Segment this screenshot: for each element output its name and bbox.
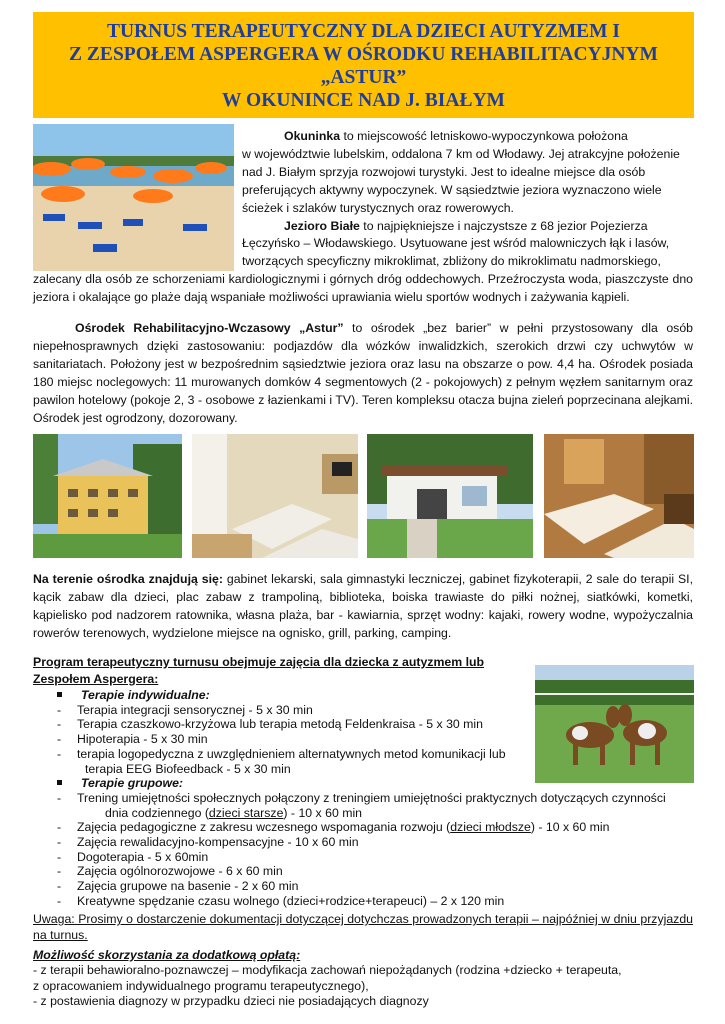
optional-line: - z postawienia diagnozy w przypadku dzieci nie posiadających diagnozy xyxy=(33,994,429,1009)
item-text: terapia logopedyczna z uwzględnieniem alternatywnych metod komunikacji lub xyxy=(77,746,506,761)
intro-okuninka xyxy=(242,128,693,271)
dash-bullet-icon: - xyxy=(57,835,62,850)
room-twin-beds-photo xyxy=(192,434,358,558)
item-text: Dogoterapia - 5 x 60min xyxy=(77,849,209,864)
item-text-underlined: dzieci starsze xyxy=(208,805,284,820)
dash-bullet-icon: - xyxy=(57,732,62,747)
list-item xyxy=(33,732,673,747)
intro-line: w województwie lubelskim, oddalona 7 km od Włodawy. Jej atrakcyjne położenie xyxy=(242,146,680,161)
program-title-line-2: Zespołem Aspergera: xyxy=(33,671,159,686)
item-text: Trening umiejętności społecznych połączony z treningiem umiejętności praktycznych dotyczących czynności xyxy=(77,790,666,805)
astur-text: to ośrodek „bez barier” w pełni przystosowany dla osób niepełnosprawnych dzięki zastosowaniu: podjazdów dla wózków inwalidzkich, szerokich drzwi czy uchwytów w sanitariatach. Położony jest w bezpośrednim sąsiedztwie jeziora oraz lasu na obszarze o pow. 4,4 ha. Ośrodek posiada 180 miejsc noclegowych: 11 murowanych domków 4 segmentowych (2 - pokojowych) z pełnym węzłem sanitarnym oraz pawilon hotelowy (pokoje 2, 3 - osobowe z łazienkami i TV). Teren kompleksu otacza bujna zieleń poprzecinana alejkami. Ośrodek jest ogrodzony, dozorowany. xyxy=(33,321,693,425)
beach-photo xyxy=(33,124,234,271)
group-heading: Terapie grupowe: xyxy=(81,776,184,791)
list-item xyxy=(33,806,673,821)
list-item xyxy=(33,864,673,879)
item-text: ) - 10 x 60 min xyxy=(530,820,610,835)
title-line-3: „ASTUR” xyxy=(320,67,407,88)
dash-bullet-icon: - xyxy=(57,702,62,717)
optional-services xyxy=(33,948,693,1010)
item-text: dnia codziennego ( xyxy=(105,805,209,820)
astur-paragraph xyxy=(33,320,693,427)
list-item xyxy=(33,835,673,850)
lake-bold: Jezioro Białe xyxy=(284,218,360,233)
item-text: terapia EEG Biofeedback - 5 x 30 min xyxy=(85,761,291,776)
item-text: Zajęcia pedagogiczne z zakresu wczesnego wspomagania rozwoju ( xyxy=(77,820,451,835)
intro-line: preferujących aktywny wypoczynek. W sąsiedztwie jeziora wyznaczono wiele xyxy=(242,182,662,197)
dash-bullet-icon: - xyxy=(57,864,62,879)
item-text: Terapia integracji sensorycznej - 5 x 30 min xyxy=(77,702,313,717)
cottage-photo xyxy=(367,434,533,558)
dash-bullet-icon: - xyxy=(57,717,62,732)
item-text: Kreatywne spędzanie czasu wolnego (dzieci+rodzice+terapeuci) – 2 x 120 min xyxy=(77,893,505,908)
list-item xyxy=(33,703,673,718)
lake-paragraph-rest xyxy=(33,271,693,307)
list-item xyxy=(33,791,673,806)
astur-bold: Ośrodek Rehabilitacyjno-Wczasowy „Astur” xyxy=(75,321,344,335)
dash-bullet-icon: - xyxy=(57,820,62,835)
intro-line: to miejscowość letniskowo-wypoczynkowa położona xyxy=(340,129,628,143)
dash-bullet-icon: - xyxy=(57,746,62,761)
individual-heading: Terapie indywidualne: xyxy=(81,688,210,702)
note-paragraph: Uwaga: Prosimy o dostarczenie dokumentacji dotyczącej dotychczas prowadzonych terapii – najpóźniej w dniu przyjazdu na turnus. xyxy=(33,912,693,942)
program-title xyxy=(33,654,533,687)
list-item xyxy=(33,850,673,865)
intro-line: nad J. Białym sprzyja rozwojowi turystyki. Jest to idealne miejsce dla osób xyxy=(242,164,646,179)
optional-heading: Możliwość skorzystania za dodatkową opłatą: xyxy=(33,948,301,962)
item-text-underlined: dzieci młodsze xyxy=(450,820,531,835)
title-banner xyxy=(33,12,694,118)
item-text: Hipoterapia - 5 x 30 min xyxy=(77,732,208,747)
list-item xyxy=(33,894,673,909)
square-bullet-icon xyxy=(57,692,62,697)
list-item xyxy=(33,762,673,777)
intro-line: Łęczyńsko – Włodawskiego. Usytuowane jest wśród malowniczych łąk i lasów, xyxy=(242,236,670,251)
list-item xyxy=(33,688,673,703)
title-line-1: TURNUS TERAPEUTYCZNY DLA DZIECI AUTYZMEM I xyxy=(106,21,621,42)
list-item xyxy=(33,776,673,791)
facilities-bold: Na terenie ośrodka znajdują się: xyxy=(33,572,223,586)
square-bullet-icon xyxy=(57,780,62,785)
intro-line: to najpiękniejsze i najczystsze z 68 jezior Pojezierza xyxy=(359,218,648,233)
list-item xyxy=(33,717,673,732)
program-title-line-1: Program terapeutyczny turnusu obejmuje zajęcia dla dziecka z autyzmem lub xyxy=(33,655,485,669)
intro-line: tworzących specyficzny mikroklimat, zbliżony do mikroklimatu nadmorskiego, xyxy=(242,254,661,269)
facilities-text: gabinet lekarski, sala gimnastyki leczniczej, gabinet fizykoterapii, 2 sale do terapii SI, kącik zabaw dla dzieci, plac zabaw z trampoliną, biblioteka, boiska trawiaste do piłki nożnej, siatkówki, kometki, kąpielisko pod nadzorem ratownika, własna plaża, bar - kawiarnia, sprzęt wodny: kajaki, rowery wodne, wypożyczalnia rowerów terenowych, wydzielone miejsce na ognisko, grill, parking, camping. xyxy=(33,572,694,640)
list-item xyxy=(33,747,673,762)
facilities-paragraph xyxy=(33,571,693,643)
hotel-room-photo xyxy=(544,434,694,558)
title-line-4: W OKUNINCE NAD J. BIAŁYM xyxy=(222,90,505,111)
item-text: ) - 10 x 60 min xyxy=(283,805,363,820)
item-text: Zajęcia rewalidacyjno-kompensacyjne - 10 x 60 min xyxy=(77,835,359,850)
intro-line: ścieżek i szlaków turystycznych oraz rowerowych. xyxy=(242,200,514,215)
dash-bullet-icon: - xyxy=(57,790,62,805)
lake-text: zalecany dla osób ze schorzeniami kardiologicznymi i górnych dróg oddechowych. Przeźroczysta woda, piaszczyste dno jeziora i okalające go plaże dają wspaniałe możliwości uprawiania wielu sportów wodnych i zażywania kąpieli. xyxy=(33,272,693,304)
item-text: Zajęcia ogólnorozwojowe - 6 x 60 min xyxy=(77,864,283,879)
list-item xyxy=(33,820,673,835)
dash-bullet-icon: - xyxy=(57,879,62,894)
dash-bullet-icon: - xyxy=(57,849,62,864)
program-list xyxy=(33,688,673,909)
okuninka-bold: Okuninka xyxy=(284,129,341,143)
item-text: Zajęcia grupowe na basenie - 2 x 60 min xyxy=(77,879,299,894)
hotel-building-photo xyxy=(33,434,182,558)
optional-line: z opracowaniem indywidualnego programu terapeutycznego), xyxy=(33,978,369,993)
item-text: Terapia czaszkowo-krzyżowa lub terapia metodą Feldenkraisa - 5 x 30 min xyxy=(77,717,483,732)
optional-line: - z terapii behawioralno-poznawczej – modyfikacja zachowań niepożądanych (rodzina +dziecko + terapeuta, xyxy=(33,963,622,978)
dash-bullet-icon: - xyxy=(57,893,62,908)
title-line-2: Z ZESPOŁEM ASPERGERA W OŚRODKU REHABILITACYJNYM xyxy=(69,44,658,65)
list-item xyxy=(33,879,673,894)
